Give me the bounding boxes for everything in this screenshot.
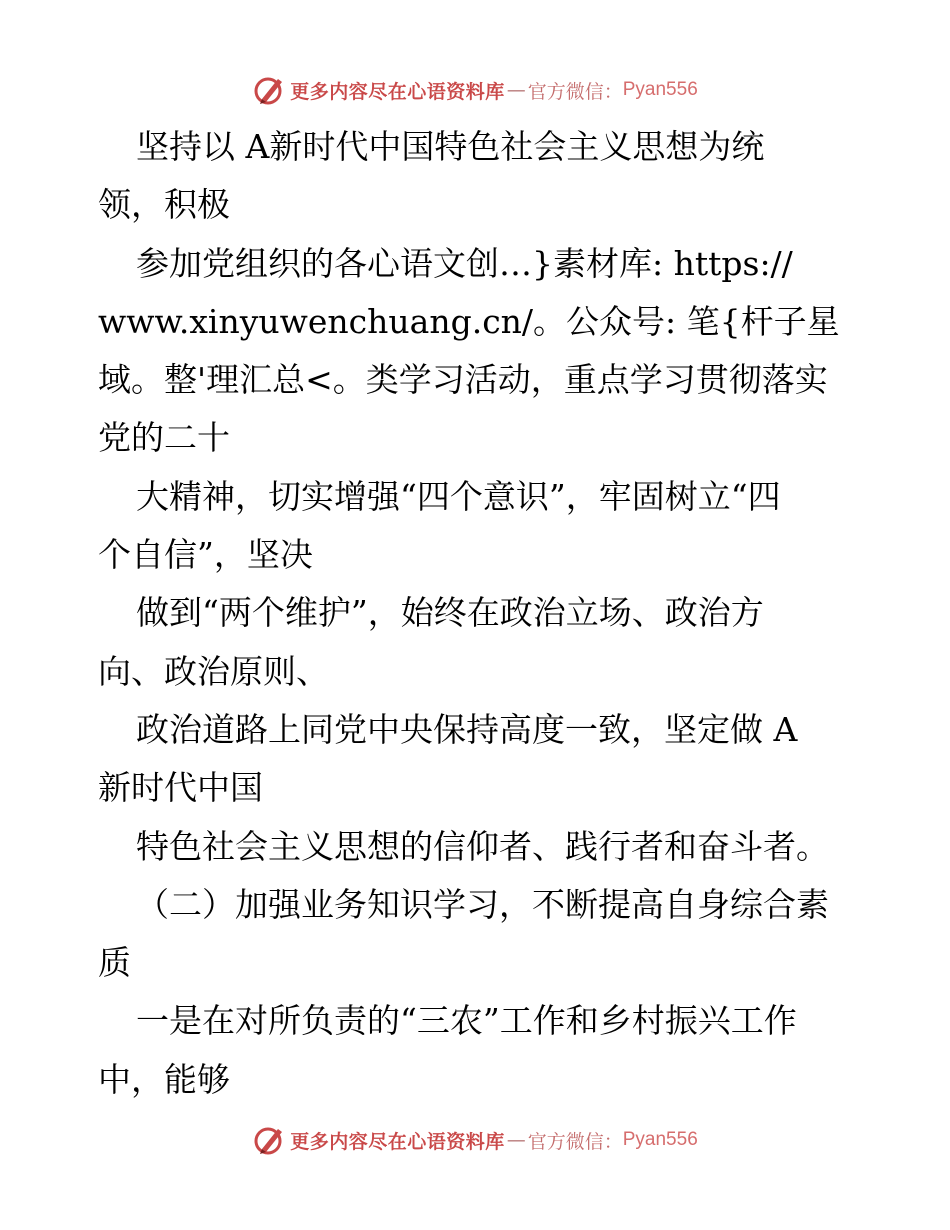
header-banner (0, 72, 950, 108)
footer-label: 官方微信： (527, 1130, 623, 1153)
footer-account: Pyan556 (622, 1129, 698, 1150)
text-line: 质 (98, 943, 131, 983)
text-line: www.xinyuwenchuang.cn/。公众号: 笔{杆子星 (98, 301, 840, 341)
text-line: 一是在对所负责的“三农”工作和乡村振兴工作 (136, 1001, 797, 1041)
footer-separator: — (506, 1129, 526, 1151)
pen-logo-icon (252, 1123, 286, 1157)
footer-banner (0, 1122, 950, 1158)
pen-logo-icon (252, 73, 286, 107)
text-line: 新时代中国 (98, 768, 263, 808)
document-body (98, 118, 858, 1109)
text-line: 政治道路上同党中央保持高度一致，坚定做 A (136, 709, 798, 749)
text-line: 个自信”，坚决 (98, 535, 313, 575)
text-line: 领，积极 (98, 185, 230, 225)
text-line: 做到“两个维护”，始终在政治立场、政治方 (136, 593, 764, 633)
footer-brand: 更多内容尽在心语资料库 (290, 1130, 505, 1153)
header-brand: 更多内容尽在心语资料库 (290, 80, 505, 103)
text-line: 向、政治原则、 (98, 651, 329, 691)
text-line: 坚持以 A新时代中国特色社会主义思想为统 (136, 127, 765, 166)
text-line: 党的二十 (98, 418, 230, 458)
text-line: 大精神，切实增强“四个意识”，牢固树立“四 (136, 476, 781, 516)
header-separator: — (506, 79, 526, 101)
text-line: 中，能够 (98, 1059, 230, 1099)
text-line: 域。整'理汇总<。类学习活动，重点学习贯彻落实 (98, 360, 828, 400)
header-label: 官方微信： (527, 80, 623, 103)
text-line: 特色社会主义思想的信仰者、践行者和奋斗者。 (136, 826, 829, 866)
header-account: Pyan556 (622, 79, 698, 100)
text-line: 参加党组织的各心语文创…}素材库: https:// (136, 243, 793, 283)
section-heading: （二）加强业务知识学习，不断提高自身综合素 (136, 884, 829, 924)
